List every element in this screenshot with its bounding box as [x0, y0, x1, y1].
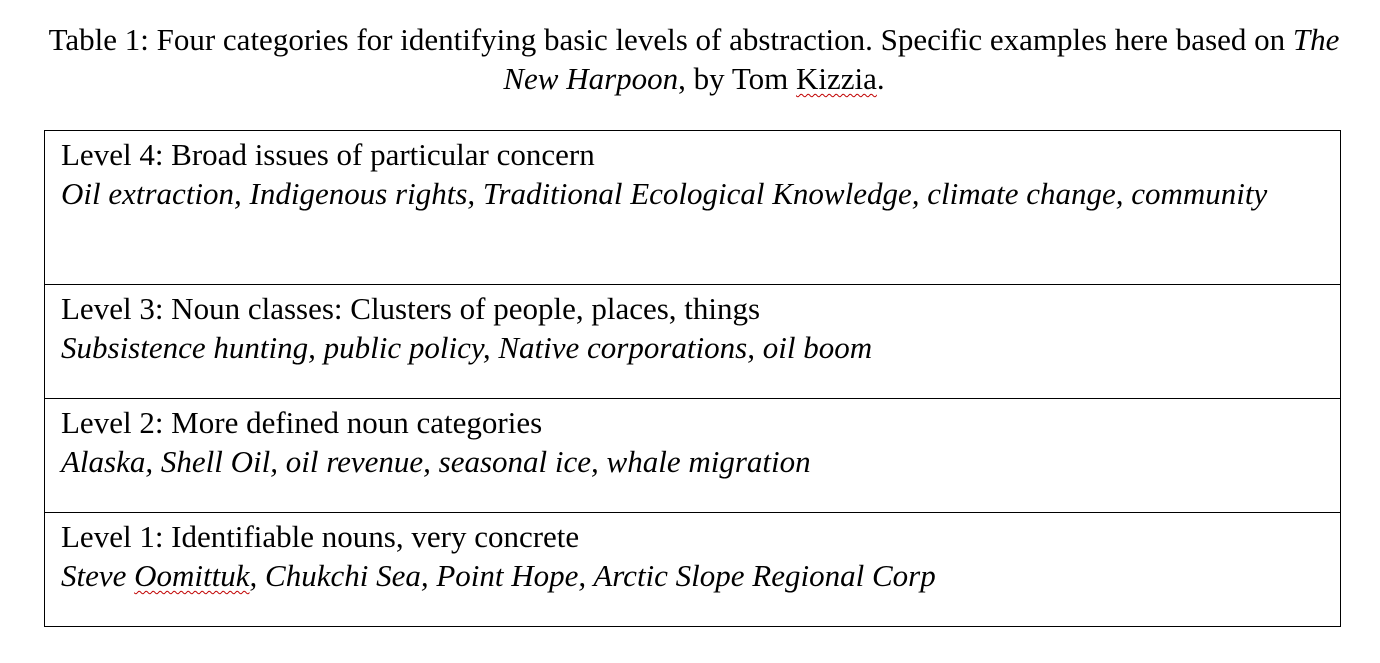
level-4-title: Level 4: Broad issues of particular concern: [61, 137, 595, 172]
level-3-examples: Subsistence hunting, public policy, Native corporations, oil boom: [61, 330, 873, 365]
caption-lead: Table 1: Four categories for identifying basic levels of abstraction. Specific examples here based on: [48, 22, 1293, 57]
level-2-title: Level 2: More defined noun categories: [61, 405, 543, 440]
level-1-examples-flagged-word: Oomittuk: [134, 558, 250, 593]
caption-book-title: The New Harpoon: [503, 22, 1340, 96]
level-3-title: Level 3: Noun classes: Clusters of people, places, things: [61, 291, 761, 326]
table-row-level-4: [45, 131, 1340, 284]
table-caption: [40, 20, 1348, 98]
caption-author-last-name: Kizzia: [796, 61, 877, 96]
level-1-examples: [61, 556, 1324, 595]
level-1-examples-rest: , Chukchi Sea, Point Hope, Arctic Slope Regional Corp: [249, 558, 936, 593]
level-4-examples: Oil extraction, Indigenous rights, Traditional Ecological Knowledge, climate change, community: [61, 176, 1268, 211]
table-row-level-3: [45, 284, 1340, 398]
table-row-level-1: [45, 512, 1340, 626]
level-1-title: Level 1: Identifiable nouns, very concrete: [61, 519, 580, 554]
level-2-examples: Alaska, Shell Oil, oil revenue, seasonal ice, whale migration: [61, 444, 811, 479]
levels-table: [44, 130, 1341, 627]
caption-by-text: , by Tom: [678, 61, 796, 96]
table-row-level-2: [45, 398, 1340, 512]
caption-end-period: .: [876, 61, 885, 96]
level-1-examples-first-word: Steve: [61, 558, 135, 593]
